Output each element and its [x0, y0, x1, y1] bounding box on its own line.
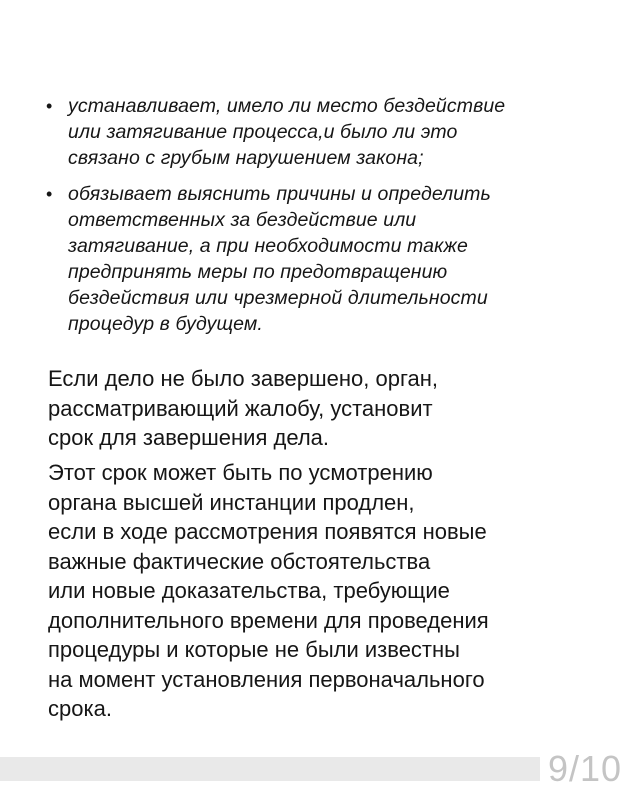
paragraph-line: органа высшей инстанции продлен, — [48, 489, 415, 515]
footer-progress-bar — [0, 757, 540, 781]
paragraph-line: Если дело не было завершено, орган, — [48, 366, 439, 391]
paragraph-line: срок для завершения дела. — [48, 425, 330, 450]
bullet-line: затягивание, а при необходимости также — [68, 235, 468, 257]
paragraph-extension — [48, 458, 608, 724]
bullet-line: ответственных за бездействие или — [68, 209, 417, 231]
paragraph-line: на момент установления первоначального — [48, 666, 485, 692]
paragraph-line: или новые доказательства, требующие — [48, 578, 450, 603]
bullet-list — [44, 93, 604, 347]
bullet-line: связано с грубым нарушением закона; — [68, 147, 424, 169]
bullet-item-2 — [44, 181, 604, 337]
paragraph-deadline — [48, 364, 608, 453]
paragraph-line: срока. — [48, 696, 112, 721]
paragraph-line: Этот срок может быть по усмотрению — [48, 460, 433, 485]
paragraph-line: важные фактические обстоятельства — [48, 548, 431, 574]
paragraph-line: процедуры и которые не были известны — [48, 637, 460, 662]
page-counter: 9/10 — [548, 748, 623, 789]
bullet-line: бездействия или чрезмерной длительности — [68, 287, 488, 309]
bullet-line: предпринять меры по предотвращению — [68, 261, 448, 283]
paragraph-line: рассматривающий жалобу, установит — [48, 395, 433, 421]
bullet-item-1 — [44, 93, 604, 171]
paragraph-line: дополнительного времени для проведения — [48, 607, 489, 633]
bullet-line: процедур в будущем. — [68, 313, 263, 335]
bullet-line: или затягивание процесса,и было ли это — [68, 121, 458, 143]
bullet-line: устанавливает, имело ли место бездействие — [68, 95, 506, 117]
paragraph-line: если в ходе рассмотрения появятся новые — [48, 519, 487, 544]
bullet-dot-icon: • — [46, 96, 53, 116]
bullet-line: обязывает выяснить причины и определить — [68, 183, 491, 205]
bullet-dot-icon: • — [46, 184, 53, 204]
